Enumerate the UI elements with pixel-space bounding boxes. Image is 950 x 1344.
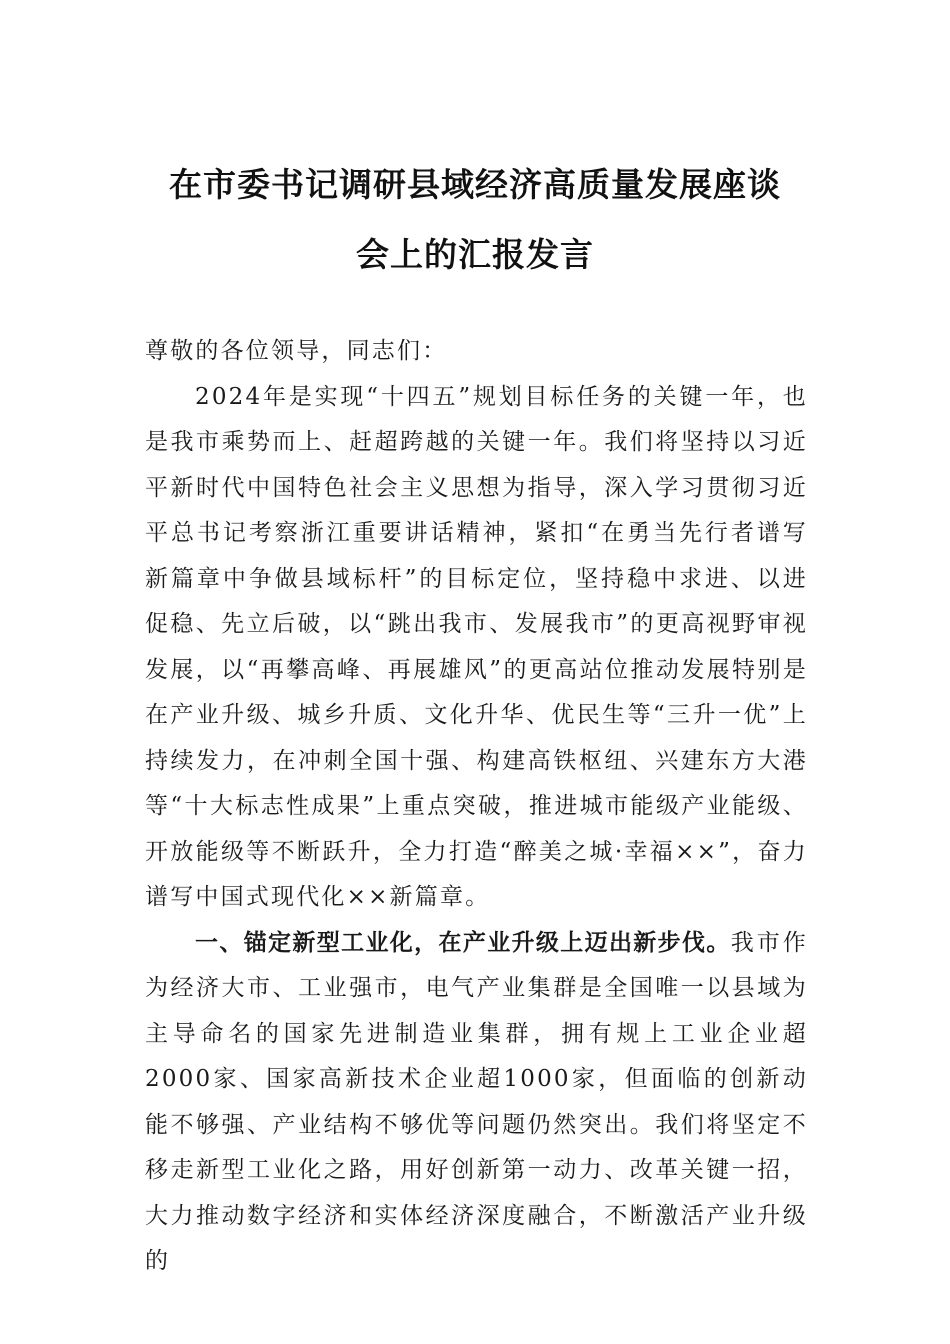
- salutation: 尊敬的各位领导，同志们：: [145, 338, 448, 364]
- section-1-paragraph: [145, 921, 808, 1285]
- section-1-text: 我市作为经济大市、工业强市，电气产业集群是全国唯一以县域为主导命名的国家先进制造业集群，拥有规上工业企业超2000家、国家高新技术企业超1000家，但面临的创新动能不够强、产业结构不够优等问题仍然突出。我们将坚定不移走新型工业化之路，用好创新第一动力、改革关键一招，大力推动数字经济和实体经济深度融合，不断激活产业升级的: [145, 929, 809, 1274]
- paragraph-1: 2024年是实现“十四五”规划目标任务的关键一年，也是我市乘势而上、赶超跨越的关键一年。我们将坚持以习近平新时代中国特色社会主义思想为指导，深入学习贯彻习近平总书记考察浙江重要讲话精神，紧扣“在勇当先行者谱写新篇章中争做县域标杆”的目标定位，坚持稳中求进、以进促稳、先立后破，以“跳出我市、发展我市”的更高视野审视发展，以“再攀高峰、再展雄风”的更高站位推动发展特别是在产业升级、城乡升质、文化升华、优民生等“三升一优”上持续发力，在冲刺全国十强、构建高铁枢纽、兴建东方大港等“十大标志性成果”上重点突破，推进城市能级产业能级、开放能级等不断跃升，全力打造“醉美之城·幸福××”，奋力谱写中国式现代化××新篇章。: [145, 383, 808, 910]
- title-line-2: 会上的汇报发言: [356, 235, 594, 274]
- title-line-1: 在市委书记调研县域经济高质量发展座谈: [169, 165, 781, 204]
- document-body: [145, 329, 808, 1285]
- section-1-heading: 一、锚定新型工业化，在产业升级上迈出新步伐。: [195, 929, 731, 956]
- document-title: [150, 150, 800, 290]
